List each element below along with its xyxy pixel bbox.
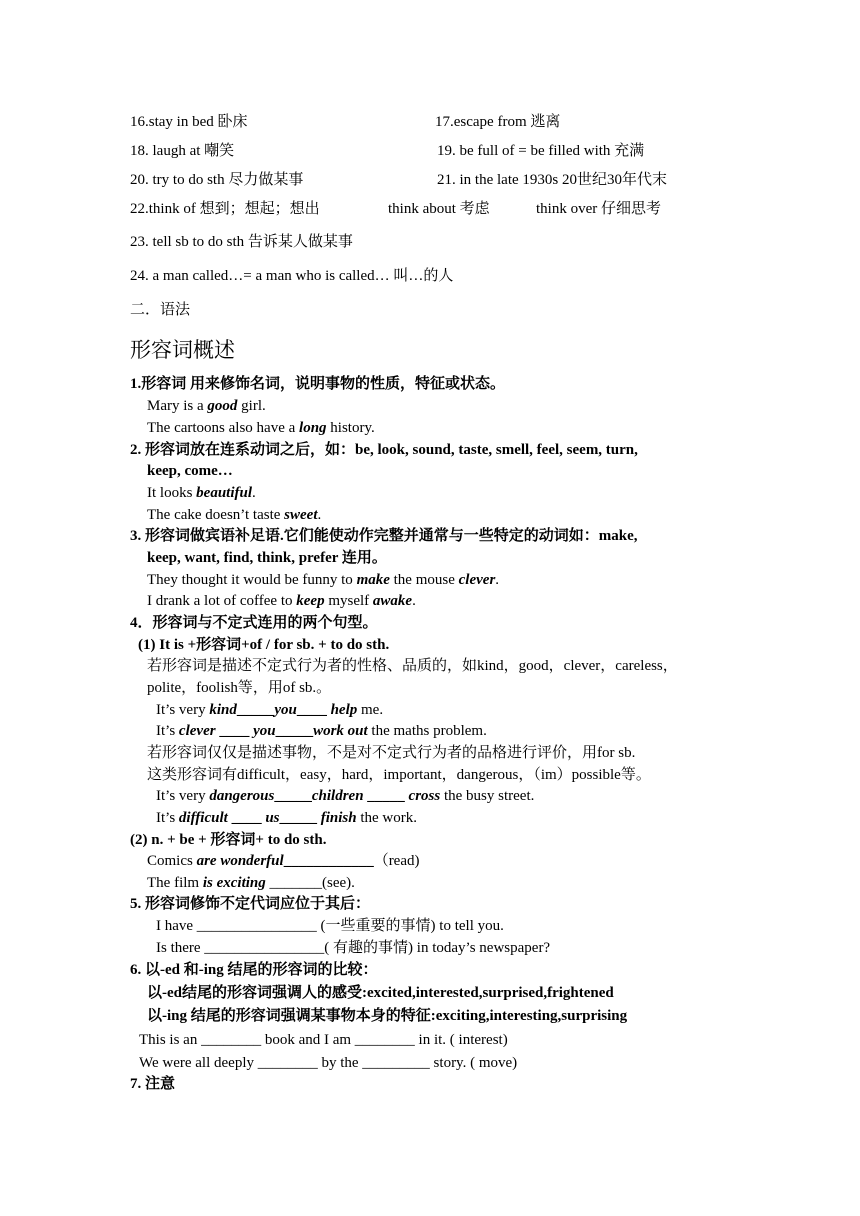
point-3-title: 3. 形容词做宾语补足语.它们能使动作完整并通常与一些特定的动词如：make, (130, 528, 638, 544)
point-2-example-2: The cake doesn’t taste sweet. (147, 507, 322, 523)
vocab-item-24: 24. a man called…= a man who is called… 叫…的人 (130, 268, 454, 284)
point-5-exercise-2: Is there ________________( 有趣的事情) in today’s newspaper? (156, 940, 551, 956)
point-4-example-5: Comics are wonderful____________（read) (147, 853, 420, 869)
point-4-example-6: The film is exciting _______(see). (147, 875, 355, 891)
point-6-exercise-2: We were all deeply ________ by the _________ story. ( move) (139, 1055, 518, 1071)
point-5-exercise-1: I have ________________ (一些重要的事情) to tell you. (156, 918, 504, 934)
point-6-title: 6. 以-ed 和-ing 结尾的形容词的比较： (130, 962, 378, 978)
page-heading: 形容词概述 (130, 338, 235, 362)
point-4-pattern-1-title: (1) It is +形容词+of / for sb. + to do sth. (138, 637, 390, 653)
point-6-ing-rule: 以-ing 结尾的形容词强调某事物本身的特征:exciting,interesting,surprising (147, 1008, 628, 1024)
vocab-item-18: 18. laugh at 嘲笑 (130, 143, 235, 159)
point-4-pattern-2-title: (2) n. + be + 形容词+ to do sth. (130, 832, 327, 848)
point-1-example-1: Mary is a good girl. (147, 398, 266, 414)
point-6-ed-rule: 以-ed结尾的形容词强调人的感受:excited,interested,surprised,frightened (147, 985, 614, 1001)
vocab-item-22-think-over: think over 仔细思考 (536, 201, 661, 217)
vocab-item-23: 23. tell sb to do sth 告诉某人做某事 (130, 234, 353, 250)
point-4-pattern-1-note-2-cont: 这类形容词有difficult，easy，hard，important，dangerous，（im）possible等。 (147, 767, 651, 783)
point-4-example-1: It’s very kind_____you____ help me. (156, 702, 384, 718)
point-4-pattern-1-note: 若形容词是描述不定式行为者的性格、品质的，如kind，good，clever，careless， (147, 658, 678, 674)
point-6-exercise-1: This is an ________ book and I am ________ in it. ( interest) (139, 1032, 508, 1048)
section-title: 二．语法 (130, 302, 191, 318)
point-3-title-cont: keep, want, find, think, prefer 连用。 (147, 550, 387, 566)
point-4-pattern-1-note-cont: polite，foolish等，用of sb.。 (147, 680, 332, 696)
point-4-example-2: It’s clever ____ you_____work out the maths problem. (156, 723, 487, 739)
point-1-example-2: The cartoons also have a long history. (147, 420, 375, 436)
vocab-item-22-think-of: 22.think of 想到；想起；想出 (130, 201, 320, 217)
vocab-item-17: 17.escape from 逃离 (435, 114, 561, 130)
point-2-example-1: It looks beautiful. (147, 485, 256, 501)
vocab-item-16: 16.stay in bed 卧床 (130, 114, 248, 130)
vocab-item-21: 21. in the late 1930s 20世纪30年代末 (437, 172, 667, 188)
point-4-example-4: It’s difficult ____ us_____ finish the work. (156, 810, 418, 826)
point-4-title: 4．形容词与不定式连用的两个句型。 (130, 615, 378, 631)
point-2-title: 2. 形容词放在连系动词之后，如：be, look, sound, taste, smell, feel, seem, turn, (130, 442, 638, 458)
vocab-item-22-think-about: think about 考虑 (388, 201, 490, 217)
point-3-example-1: They thought it would be funny to make the mouse clever. (147, 572, 500, 588)
point-5-title: 5. 形容词修饰不定代词应位于其后： (130, 896, 371, 912)
point-3-example-2: I drank a lot of coffee to keep myself awake. (147, 593, 416, 609)
point-4-pattern-1-note-2: 若形容词仅仅是描述事物，不是对不定式行为者的品格进行评价，用for sb. (147, 745, 636, 761)
vocab-item-20: 20. try to do sth 尽力做某事 (130, 172, 304, 188)
point-1-title: 1.形容词 用来修饰名词，说明事物的性质，特征或状态。 (130, 376, 506, 392)
point-2-title-cont: keep, come… (147, 463, 233, 479)
point-4-example-3: It’s very dangerous_____children _____ cross the busy street. (156, 788, 535, 804)
point-7-title: 7. 注意 (130, 1076, 176, 1092)
vocab-item-19: 19. be full of = be filled with 充满 (437, 143, 645, 159)
